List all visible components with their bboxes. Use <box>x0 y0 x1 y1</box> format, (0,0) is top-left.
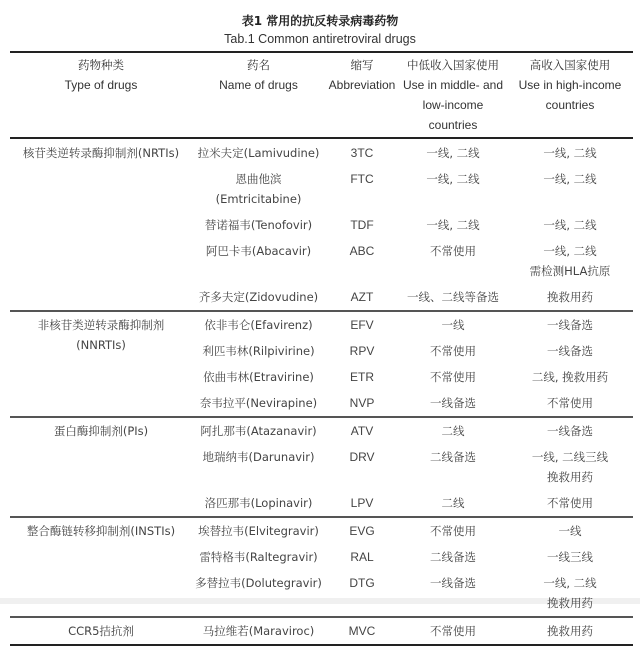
high-income-use-cell-text: 一线, 二线 <box>543 218 597 232</box>
middle-low-income-use-cell-text: 一线, 二线 <box>426 146 480 160</box>
name-header <box>192 52 325 138</box>
table-row <box>10 417 633 444</box>
table-row <box>10 517 633 544</box>
drug-class-group <box>10 517 633 617</box>
drug-name-cell <box>192 338 325 364</box>
high-income-use-cell <box>507 238 633 284</box>
abbreviation-cell: ETR <box>350 370 374 384</box>
high-income-use-cell <box>507 544 633 570</box>
middle-low-income-use-cell <box>399 544 507 570</box>
table-header <box>10 52 633 138</box>
drug-class-cell-text: 蛋白酶抑制剂(PIs) <box>53 424 149 438</box>
header-label-en: Use in middle- and <box>402 78 504 92</box>
drug-name-cell-text: 拉米夫定(Lamivudine) <box>197 146 320 160</box>
drug-class-cell-text: 核苷类逆转录酶抑制剂(NRTIs) <box>22 146 180 160</box>
table-row <box>10 138 633 166</box>
drug-class-cell <box>10 138 192 311</box>
drug-name-cell-text: 地瑞纳韦(Darunavir) <box>202 450 315 464</box>
drug-name-cell-text: 多替拉韦(Dolutegravir) <box>195 576 322 590</box>
high-income-use-cell <box>507 517 633 544</box>
drug-name-cell <box>192 444 325 490</box>
drug-class-cell <box>10 311 192 417</box>
high-income-use-cell <box>507 444 633 490</box>
drug-class-cell-text: 整合酶链转移抑制剂(INSTIs) <box>26 524 176 538</box>
drug-name-cell-text: 埃替拉韦(Elvitegravir) <box>198 524 319 538</box>
middle-low-income-use-cell <box>399 338 507 364</box>
middle-low-income-use-cell-text: 一线, 二线 <box>426 218 480 232</box>
drug-class-cell <box>10 517 192 617</box>
drug-class-cell-text: CCR5拮抗剂 <box>68 624 134 638</box>
drug-class-cell-text: 非核苷类逆转录酶抑制剂 <box>37 318 165 332</box>
high-income-use-cell <box>507 284 633 311</box>
high-income-use-cell-text: 挽救用药 <box>547 470 593 484</box>
drug-name-cell-text: 马拉维若(Maraviroc) <box>202 624 315 638</box>
drug-name-cell-text: 雷特格韦(Raltegravir) <box>199 550 318 564</box>
header-label-cn: 高收入国家使用 <box>529 58 611 72</box>
header-label-cn: 药名 <box>247 58 270 72</box>
middle-low-income-use-cell <box>399 570 507 617</box>
high-income-use-cell-text: 不常使用 <box>547 496 593 510</box>
drug-name-cell-text: 奈韦拉平(Nevirapine) <box>199 396 318 410</box>
abbreviation-cell: NVP <box>349 396 375 410</box>
high-income-use-cell <box>507 311 633 338</box>
high-income-use-cell-text: 一线三线 <box>547 550 593 564</box>
high-income-use-cell-text: 一线备选 <box>547 424 593 438</box>
middle-low-income-use-cell <box>399 238 507 284</box>
header-label-en: Name of drugs <box>219 78 298 92</box>
high-income-use-cell <box>507 417 633 444</box>
abbreviation-cell: EVG <box>349 524 375 538</box>
abbreviation-cell: DTG <box>349 576 375 590</box>
drug-name-cell <box>192 390 325 417</box>
middle-low-income-use-cell-text: 二线 <box>441 424 465 438</box>
drug-name-cell-text: 齐多夫定(Zidovudine) <box>198 290 319 304</box>
high-income-use-cell-text: 需检测HLA抗原 <box>529 264 611 278</box>
high-income-header <box>507 52 633 138</box>
drug-name-cell <box>192 138 325 166</box>
header-label-en: Type of drugs <box>64 78 138 92</box>
high-income-use-cell-text: 挽救用药 <box>547 596 593 610</box>
high-income-use-cell <box>507 617 633 645</box>
middle-low-income-use-cell <box>399 444 507 490</box>
middle-low-income-header <box>399 52 507 138</box>
high-income-use-cell <box>507 166 633 212</box>
high-income-use-cell-text: 不常使用 <box>547 396 593 410</box>
abbreviation-cell: RAL <box>350 550 374 564</box>
high-income-use-cell <box>507 364 633 390</box>
header-label-cn: 药物种类 <box>78 58 124 72</box>
drug-name-cell-text: 阿扎那韦(Atazanavir) <box>200 424 317 438</box>
middle-low-income-use-cell-text: 一线备选 <box>430 576 476 590</box>
drug-class-group <box>10 417 633 517</box>
abbreviation-cell: TDF <box>350 218 374 232</box>
high-income-use-cell-text: 一线, 二线 <box>543 146 597 160</box>
middle-low-income-use-cell-text: 不常使用 <box>430 524 476 538</box>
middle-low-income-use-cell <box>399 517 507 544</box>
drug-name-cell <box>192 490 325 517</box>
middle-low-income-use-cell <box>399 212 507 238</box>
drug-name-cell <box>192 570 325 617</box>
antiretroviral-drugs-table <box>10 51 633 646</box>
table-row <box>10 311 633 338</box>
middle-low-income-use-cell <box>399 311 507 338</box>
high-income-use-cell-text: 一线, 二线 <box>543 576 597 590</box>
drug-name-cell <box>192 284 325 311</box>
high-income-use-cell-text: 一线 <box>558 524 582 538</box>
header-label-en: countries <box>428 118 478 132</box>
middle-low-income-use-cell <box>399 284 507 311</box>
high-income-use-cell-text: 二线, 挽救用药 <box>531 370 609 384</box>
table-title-en: Tab.1 Common antiretroviral drugs <box>224 32 416 46</box>
abbreviation-cell: 3TC <box>350 146 374 160</box>
abbreviation-cell: ABC <box>349 244 375 258</box>
middle-low-income-use-cell <box>399 138 507 166</box>
high-income-use-cell <box>507 212 633 238</box>
high-income-use-cell <box>507 570 633 617</box>
high-income-use-cell-text: 一线, 二线 <box>543 244 597 258</box>
middle-low-income-use-cell-text: 二线 <box>441 496 465 510</box>
drug-name-cell <box>192 238 325 284</box>
middle-low-income-use-cell-text: 二线备选 <box>430 550 476 564</box>
high-income-use-cell-text: 一线备选 <box>547 318 593 332</box>
abbreviation-cell: RPV <box>349 344 375 358</box>
header-label-en: Abbreviation <box>328 78 396 92</box>
high-income-use-cell-text: 挽救用药 <box>547 624 593 638</box>
drug-name-cell <box>192 166 325 212</box>
header-label-en: low-income <box>422 98 484 112</box>
middle-low-income-use-cell <box>399 417 507 444</box>
table-row <box>10 617 633 645</box>
middle-low-income-use-cell-text: 一线 <box>441 318 465 332</box>
drug-class-cell <box>10 617 192 645</box>
middle-low-income-use-cell-text: 不常使用 <box>430 244 476 258</box>
middle-low-income-use-cell-text: 一线备选 <box>430 396 476 410</box>
drug-name-cell <box>192 517 325 544</box>
middle-low-income-use-cell-text: 不常使用 <box>430 344 476 358</box>
drug-name-cell-text: 恩曲他滨 <box>235 172 282 186</box>
high-income-use-cell <box>507 490 633 517</box>
abbreviation-cell: AZT <box>350 290 374 304</box>
abbreviation-cell: ATV <box>350 424 374 438</box>
drug-name-cell <box>192 617 325 645</box>
middle-low-income-use-cell-text: 二线备选 <box>430 450 476 464</box>
high-income-use-cell-text: 一线, 二线 <box>543 172 597 186</box>
abbreviation-cell: DRV <box>349 450 375 464</box>
drug-name-cell-text: 利匹韦林(Rilpivirine) <box>202 344 315 358</box>
middle-low-income-use-cell-text: 一线, 二线 <box>426 172 480 186</box>
drug-name-cell-text: 洛匹那韦(Lopinavir) <box>204 496 313 510</box>
drug-class-cell-text: (NNRTIs) <box>76 338 126 352</box>
drug-name-cell <box>192 311 325 338</box>
drug-name-cell <box>192 364 325 390</box>
abbreviation-cell: LPV <box>350 496 374 510</box>
abbreviation-cell: EFV <box>350 318 374 332</box>
drug-name-cell-text: 依非韦仑(Efavirenz) <box>204 318 313 332</box>
middle-low-income-use-cell <box>399 364 507 390</box>
drug-class-group <box>10 138 633 311</box>
drug-name-cell-text: 替诺福韦(Tenofovir) <box>204 218 313 232</box>
high-income-use-cell-text: 挽救用药 <box>547 290 593 304</box>
drug-class-cell <box>10 417 192 517</box>
drug-name-cell <box>192 544 325 570</box>
middle-low-income-use-cell <box>399 617 507 645</box>
drug-name-cell-text: 依曲韦林(Etravirine) <box>203 370 314 384</box>
high-income-use-cell <box>507 390 633 417</box>
middle-low-income-use-cell-text: 不常使用 <box>430 624 476 638</box>
header-label-en: Use in high-income <box>518 78 622 92</box>
drug-class-group <box>10 617 633 645</box>
middle-low-income-use-cell-text: 不常使用 <box>430 370 476 384</box>
middle-low-income-use-cell-text: 一线、二线等备选 <box>407 290 499 304</box>
table-title-cn: 表1 常用的抗反转录病毒药物 <box>241 14 399 28</box>
drug-name-cell-text: 阿巴卡韦(Abacavir) <box>205 244 312 258</box>
abbreviation-cell: FTC <box>350 172 374 186</box>
abbreviation-cell: MVC <box>348 624 376 638</box>
drug-class-group <box>10 311 633 417</box>
middle-low-income-use-cell <box>399 390 507 417</box>
high-income-use-cell-text: 一线, 二线三线 <box>531 450 609 464</box>
drug-name-cell-text: (Emtricitabine) <box>215 192 302 206</box>
high-income-use-cell <box>507 138 633 166</box>
high-income-use-cell <box>507 338 633 364</box>
drug-name-cell <box>192 212 325 238</box>
middle-low-income-use-cell <box>399 490 507 517</box>
middle-low-income-use-cell <box>399 166 507 212</box>
abbreviation-header <box>325 52 399 138</box>
type-header <box>10 52 192 138</box>
header-label-cn: 缩写 <box>350 58 374 72</box>
header-row <box>10 52 633 138</box>
high-income-use-cell-text: 一线备选 <box>547 344 593 358</box>
drug-name-cell <box>192 417 325 444</box>
header-label-en: countries <box>545 98 595 112</box>
header-label-cn: 中低收入国家使用 <box>407 58 499 72</box>
